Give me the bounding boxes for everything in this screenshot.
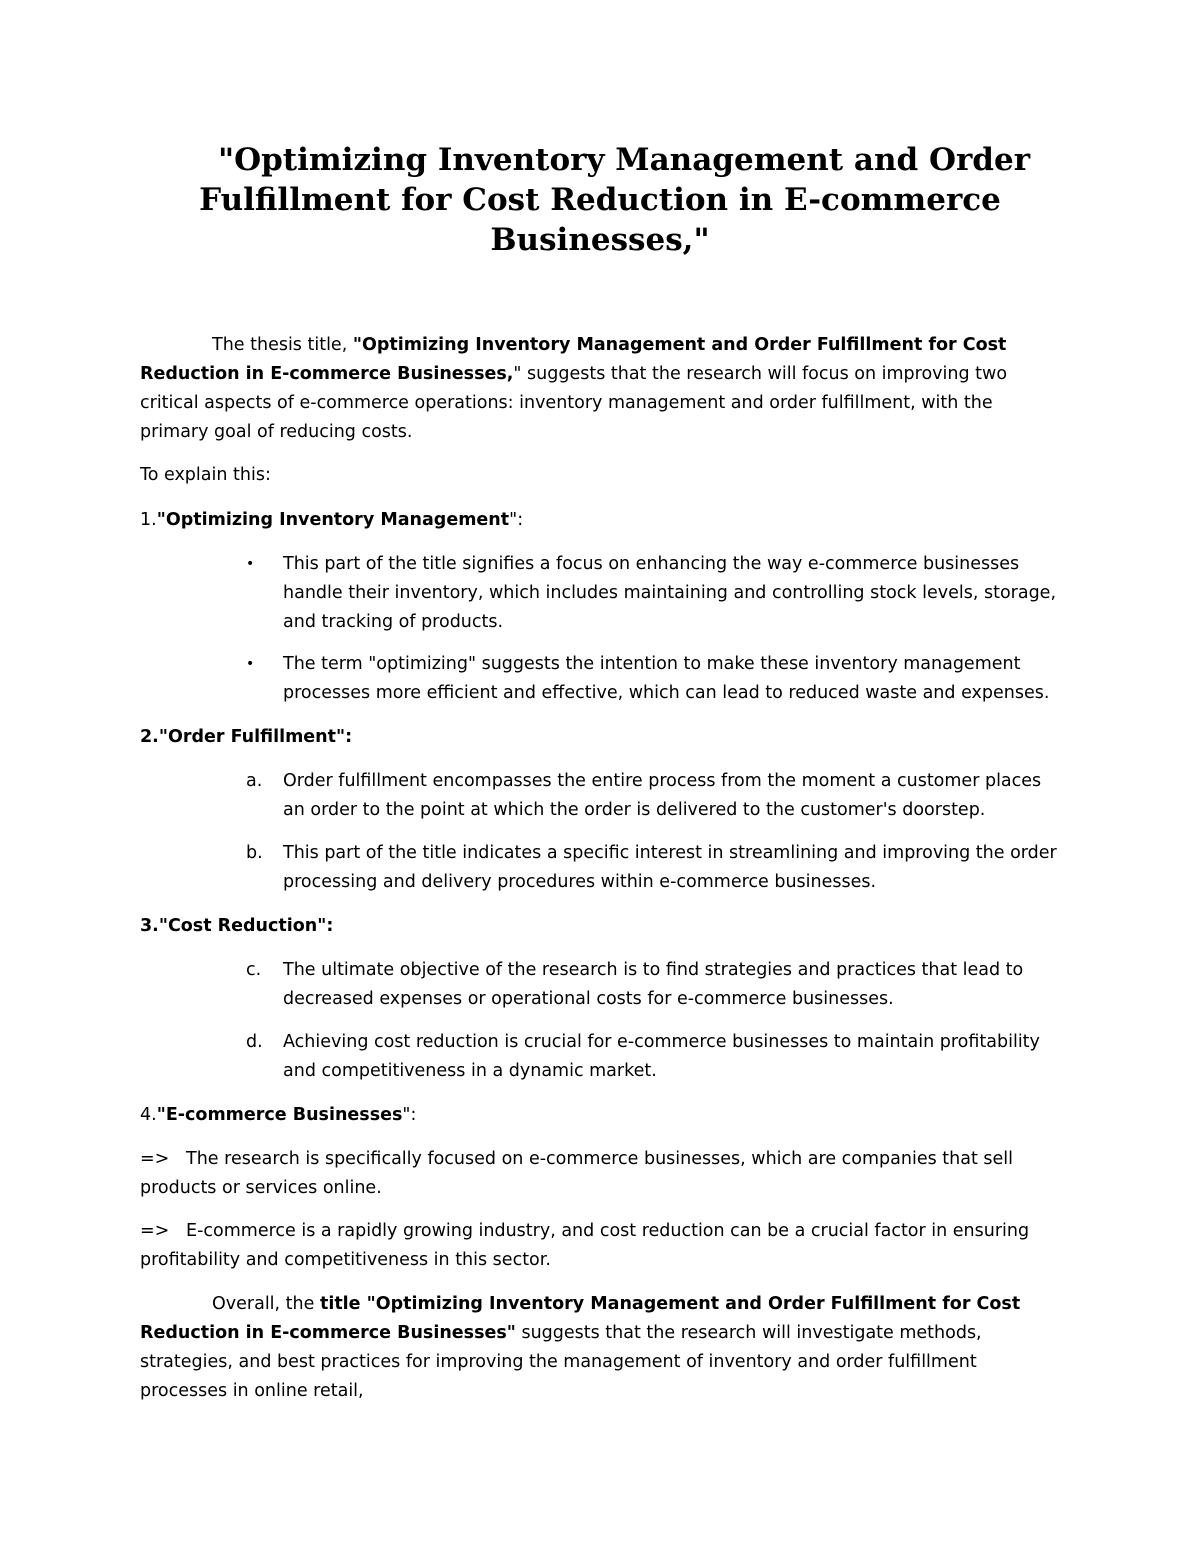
arrow-paragraph-text: E-commerce is a rapidly growing industry, and cost reduction can be a crucial factor in ensuring profitability and competitiveness in this sector. [140, 1221, 1030, 1270]
list-item [246, 956, 1063, 1014]
bullet-marker: • [246, 556, 255, 572]
list-item-text: This part of the title indicates a specific interest in streamlining and improving the order processing and delivery procedures within e-commerce businesses. [283, 843, 1057, 892]
list-item-text: The ultimate objective of the research is to find strategies and practices that lead to decreased expenses or operational costs for e-commerce businesses. [283, 960, 1024, 1009]
heading-quote: " [156, 510, 166, 530]
heading-title: Optimizing Inventory Management [165, 510, 510, 530]
arrow-marker: => [140, 1149, 170, 1169]
list-item-text: The term "optimizing" suggests the intention to make these inventory management processes more efficient and effective, which can lead to reduced waste and expenses. [283, 654, 1050, 703]
overall-paragraph [140, 1290, 1055, 1406]
list-item [246, 650, 1063, 708]
intro-lead: The thesis title, [212, 335, 353, 355]
list-item-text: Order fulfillment encompasses the entire process from the moment a customer places an order to the point at which the order is delivered to the customer's doorstep. [283, 771, 1042, 820]
bullet-marker: • [246, 656, 255, 672]
heading-number: 1. [140, 510, 157, 530]
list-item [246, 767, 1063, 825]
overall-bold-title: title "Optimizing Inventory Management and Order Fulfillment for Cost Reduction in E-commerce Businesses" [140, 1294, 1021, 1343]
heading-quote: " [156, 1105, 166, 1125]
explain-line: To explain this: [140, 465, 271, 485]
document-title [150, 140, 1050, 260]
overall-lead: Overall, the [212, 1294, 320, 1314]
title-line-1: "Optimizing Inventory Management and Order [217, 142, 1031, 178]
overall-rest: suggests that the research will investigate methods, strategies, and best practices for improving the management of inventory and order fulfillment processes in online retail, [140, 1323, 982, 1401]
intro-paragraph [140, 331, 1055, 447]
title-line-3: Businesses," [490, 222, 710, 258]
section-heading-2: 2."Order Fulfillment": [140, 727, 353, 747]
list-item [246, 550, 1063, 637]
title-line-2: Fulfillment for Cost Reduction in E-commerce [199, 182, 1001, 218]
section-heading-1 [140, 506, 523, 535]
arrow-paragraph-text: The research is specifically focused on e-commerce businesses, which are companies that sell products or services online. [140, 1149, 1013, 1198]
heading-suffix: ": [509, 510, 524, 530]
intro-rest: " suggests that the research will focus on improving two critical aspects of e-commerce operations: inventory management and order fulfillment, with the primary goal of reducing costs. [140, 364, 1008, 442]
heading-suffix: ": [402, 1105, 417, 1125]
list-item-text: This part of the title signifies a focus on enhancing the way e-commerce businesses handle their inventory, which includes maintaining and controlling stock levels, storage, and tracking of products. [283, 554, 1057, 632]
list-marker: c. [246, 960, 262, 980]
intro-bold-title: "Optimizing Inventory Management and Order Fulfillment for Cost Reduction in E-commerce Businesses, [140, 335, 1007, 384]
heading-title: E-commerce Businesses [165, 1105, 403, 1125]
section-heading-4 [140, 1101, 416, 1130]
list-marker: a. [246, 771, 263, 791]
list-item [246, 1028, 1063, 1086]
arrow-marker: => [140, 1221, 170, 1241]
list-item-text: Achieving cost reduction is crucial for e-commerce businesses to maintain profitability and competitiveness in a dynamic market. [283, 1032, 1040, 1081]
arrow-paragraph [140, 1145, 1055, 1203]
heading-number: 4. [140, 1105, 157, 1125]
list-marker: b. [246, 843, 263, 863]
list-marker: d. [246, 1032, 263, 1052]
section-heading-3: 3."Cost Reduction": [140, 916, 334, 936]
list-item [246, 839, 1063, 897]
arrow-paragraph [140, 1217, 1055, 1275]
